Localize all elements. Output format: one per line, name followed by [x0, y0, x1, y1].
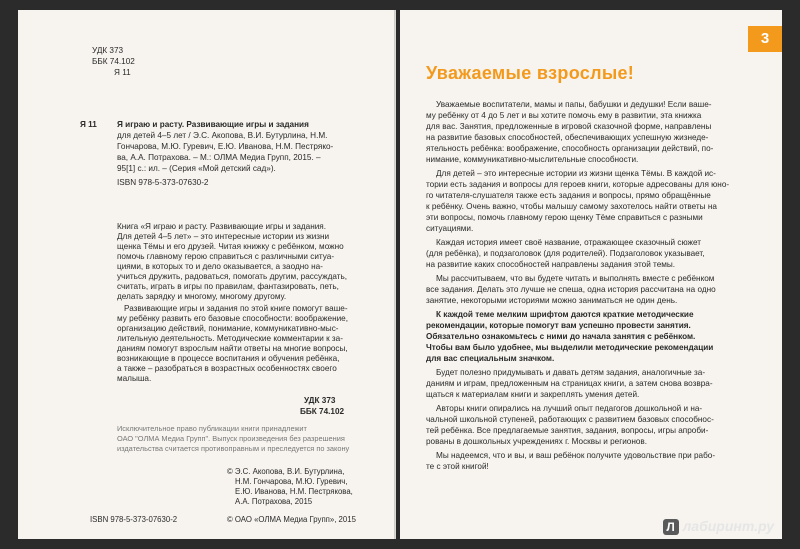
labirint-logo-icon: Л — [663, 519, 679, 535]
bbk-top: ББК 74.102 — [92, 57, 135, 66]
page-number: 3 — [748, 26, 782, 52]
body-line: Каждая история имеет своё название, отражающее сказочный сюжет — [436, 238, 702, 247]
annotation-line: Для детей 4–5 лет» – это интересные истории из жизни — [117, 232, 330, 241]
annotation-line: циями, в которых то и дело оказывается, а заодно на- — [117, 262, 323, 271]
copyright-line: © Э.С. Акопова, В.И. Бутурлина, — [227, 467, 345, 476]
bib-line: Я играю и расту. Развивающие игры и задания — [117, 120, 309, 129]
body-line: тей ребёнка. Все предлагаемые занятия, задания, вопросы, игры апроби- — [426, 426, 709, 435]
annotation-line: лительную деятельность. Методические комментарии к за- — [117, 334, 343, 343]
body-line: Обязательно ознакомьтесь с ними до начала занятия с ребёнком. — [426, 332, 696, 341]
annotation-line: а также – разобраться в возрастных особенностях своего — [117, 364, 337, 373]
copyright-line: Н.М. Гончарова, М.Ю. Гуревич, — [235, 477, 348, 486]
body-line: все задания. Делать это лучше не спеша, одна история рассчитана на одно — [426, 285, 716, 294]
copyright-line: А.А. Потрахова, 2015 — [235, 497, 313, 506]
bbk-bottom: ББК 74.102 — [300, 407, 345, 416]
annotation-line: Книга «Я играю и расту. Развивающие игры и задания. — [117, 222, 327, 231]
body-line: те с этой книгой! — [426, 462, 489, 471]
annotation-line: учиться дружить, радоваться, помогать другим, рассуждать, — [117, 272, 348, 281]
annotation-line: малыша. — [117, 374, 152, 383]
body-line: эти вопросы, помочь главному герою щенку Тёме справиться с разными — [426, 213, 703, 222]
annotation-line: считать, играть в игры по правилам, фантазировать, петь, — [117, 282, 339, 291]
annotation-line: организацию действий, понимание, коммуникативно-мыс- — [117, 324, 339, 333]
bib-line: Гончарова, М.Ю. Гуревич, Е.Ю. Иванова, Н.М. Пестряко- — [117, 142, 334, 151]
body-line: для вас. Занятия, предложенные в игровой сказочной форме, направлены — [426, 122, 712, 131]
body-line: занятие, некоторыми историями можно заниматься не один день. — [426, 296, 678, 305]
body-line: даниям и играм, предложенным на страницах книги, а затем снова возвра- — [426, 379, 713, 388]
body-line: рекомендации, которые помогут вам успешно провести занятия. — [426, 321, 691, 330]
left-page — [18, 10, 396, 539]
isbn-bottom: ISBN 978-5-373-07630-2 — [90, 515, 178, 524]
body-line: на развитие базовых способностей, обеспечивающих успешную жизнеде- — [426, 133, 709, 142]
body-line: Для детей – это интересные истории из жизни щенка Тёмы. В каждой ис- — [436, 169, 716, 178]
body-line: Авторы книги опирались на лучший опыт педагогов дошкольной и на- — [436, 404, 703, 413]
rights-line: Исключительное право публикации книги принадлежит — [117, 424, 307, 433]
body-line: (для ребёнка), и подзаголовок (для родителей). Подзаголовок указывает, — [426, 249, 705, 258]
body-line: нимание, коммуникативно-мыслительные способности. — [426, 155, 639, 164]
watermark-text: лабиринт.ру — [682, 518, 774, 534]
bib-line: 95[1] с.: ил. – (Серия «Мой детский сад»). — [117, 164, 276, 173]
annotation-line: делать зарядку и многому, многому другому. — [117, 292, 287, 301]
bib-line: ва, А.А. Потрахова. – М.: ОЛМА Медиа Групп, 2015. – — [117, 153, 321, 162]
body-line: ситуациями. — [426, 224, 474, 233]
watermark-logo — [663, 518, 774, 535]
body-line: ятельность ребёнка: воображение, способность организации действий, по- — [426, 144, 714, 153]
udk-top: УДК 373 — [92, 46, 124, 55]
right-page — [400, 10, 782, 539]
body-line: чальной школьной ступеней, работающих с развитием базовых способнос- — [426, 415, 714, 424]
bib-line: для детей 4–5 лет / Э.С. Акопова, В.И. Бутурлина, Н.М. — [117, 131, 328, 140]
annotation-line: возникающие в процессе воспитания и обучения ребёнка, — [117, 354, 340, 363]
annotation-line: му ребёнку развить его базовые способности: воображение, — [117, 314, 348, 323]
body-line: рованы в дошкольных учреждениях г. Москвы и регионов. — [426, 437, 648, 446]
annotation-line: помочь главному герою справиться с различными ситуа- — [117, 252, 335, 261]
udk-bottom: УДК 373 — [304, 396, 336, 405]
rights-line: ОАО "ОЛМА Медиа Групп". Выпуск произведения без разрешения — [117, 434, 345, 443]
body-line: Чтобы вам было удобнее, мы выделили методические рекомендации — [426, 343, 714, 352]
bib-mark: Я 11 — [80, 120, 97, 129]
body-line: Уважаемые воспитатели, мамы и папы, бабушки и дедушки! Если ваше- — [436, 100, 712, 109]
author-mark-top: Я 11 — [114, 68, 131, 77]
body-line: му ребёнку от 4 до 5 лет и вы хотите помочь ему в развитии, эта книжка — [426, 111, 702, 120]
body-line: на развитие каких способностей направлены задания этой темы. — [426, 260, 676, 269]
body-line: к ребёнку. Очень важно, чтобы малышу самому захотелось найти ответы на — [426, 202, 717, 211]
annotation-line: Развивающие игры и задания по этой книге помогут ваше- — [124, 304, 348, 313]
annotation-line: щенка Тёмы и его друзей. Читая книжку с ребёнком, можно — [117, 242, 344, 251]
annotation-line: даниям помогут взрослым найти ответы на многие вопросы, — [117, 344, 348, 353]
page-heading: Уважаемые взрослые! — [426, 63, 635, 83]
isbn-bib: ISBN 978-5-373-07630-2 — [117, 178, 209, 187]
body-line: для вас специальным значком. — [426, 354, 555, 363]
body-line: го читателя-слушателя также есть задания и вопросы, прямо обращённые — [426, 191, 711, 200]
body-line: тории есть задания и вопросы для героев книги, которые адресованы для юно- — [426, 180, 730, 189]
body-line: К каждой теме мелким шрифтом даются краткие методические — [436, 310, 694, 319]
body-line: щаться к материалам книги и закреплять умения детей. — [426, 390, 640, 399]
body-line: Мы надеемся, что и вы, и ваш ребёнок получите удовольствие при рабо- — [436, 451, 716, 460]
body-line: Будет полезно придумывать и давать детям задания, аналогичные за- — [436, 368, 706, 377]
copyright-line: Е.Ю. Иванова, Н.М. Пестрякова, — [235, 487, 353, 496]
publisher-copyright: © ОАО «ОЛМА Медиа Групп», 2015 — [227, 515, 356, 524]
body-line: Мы рассчитываем, что вы будете читать и выполнять вместе с ребёнком — [436, 274, 715, 283]
rights-line: издательства считается противоправным и преследуется по закону — [117, 444, 350, 453]
